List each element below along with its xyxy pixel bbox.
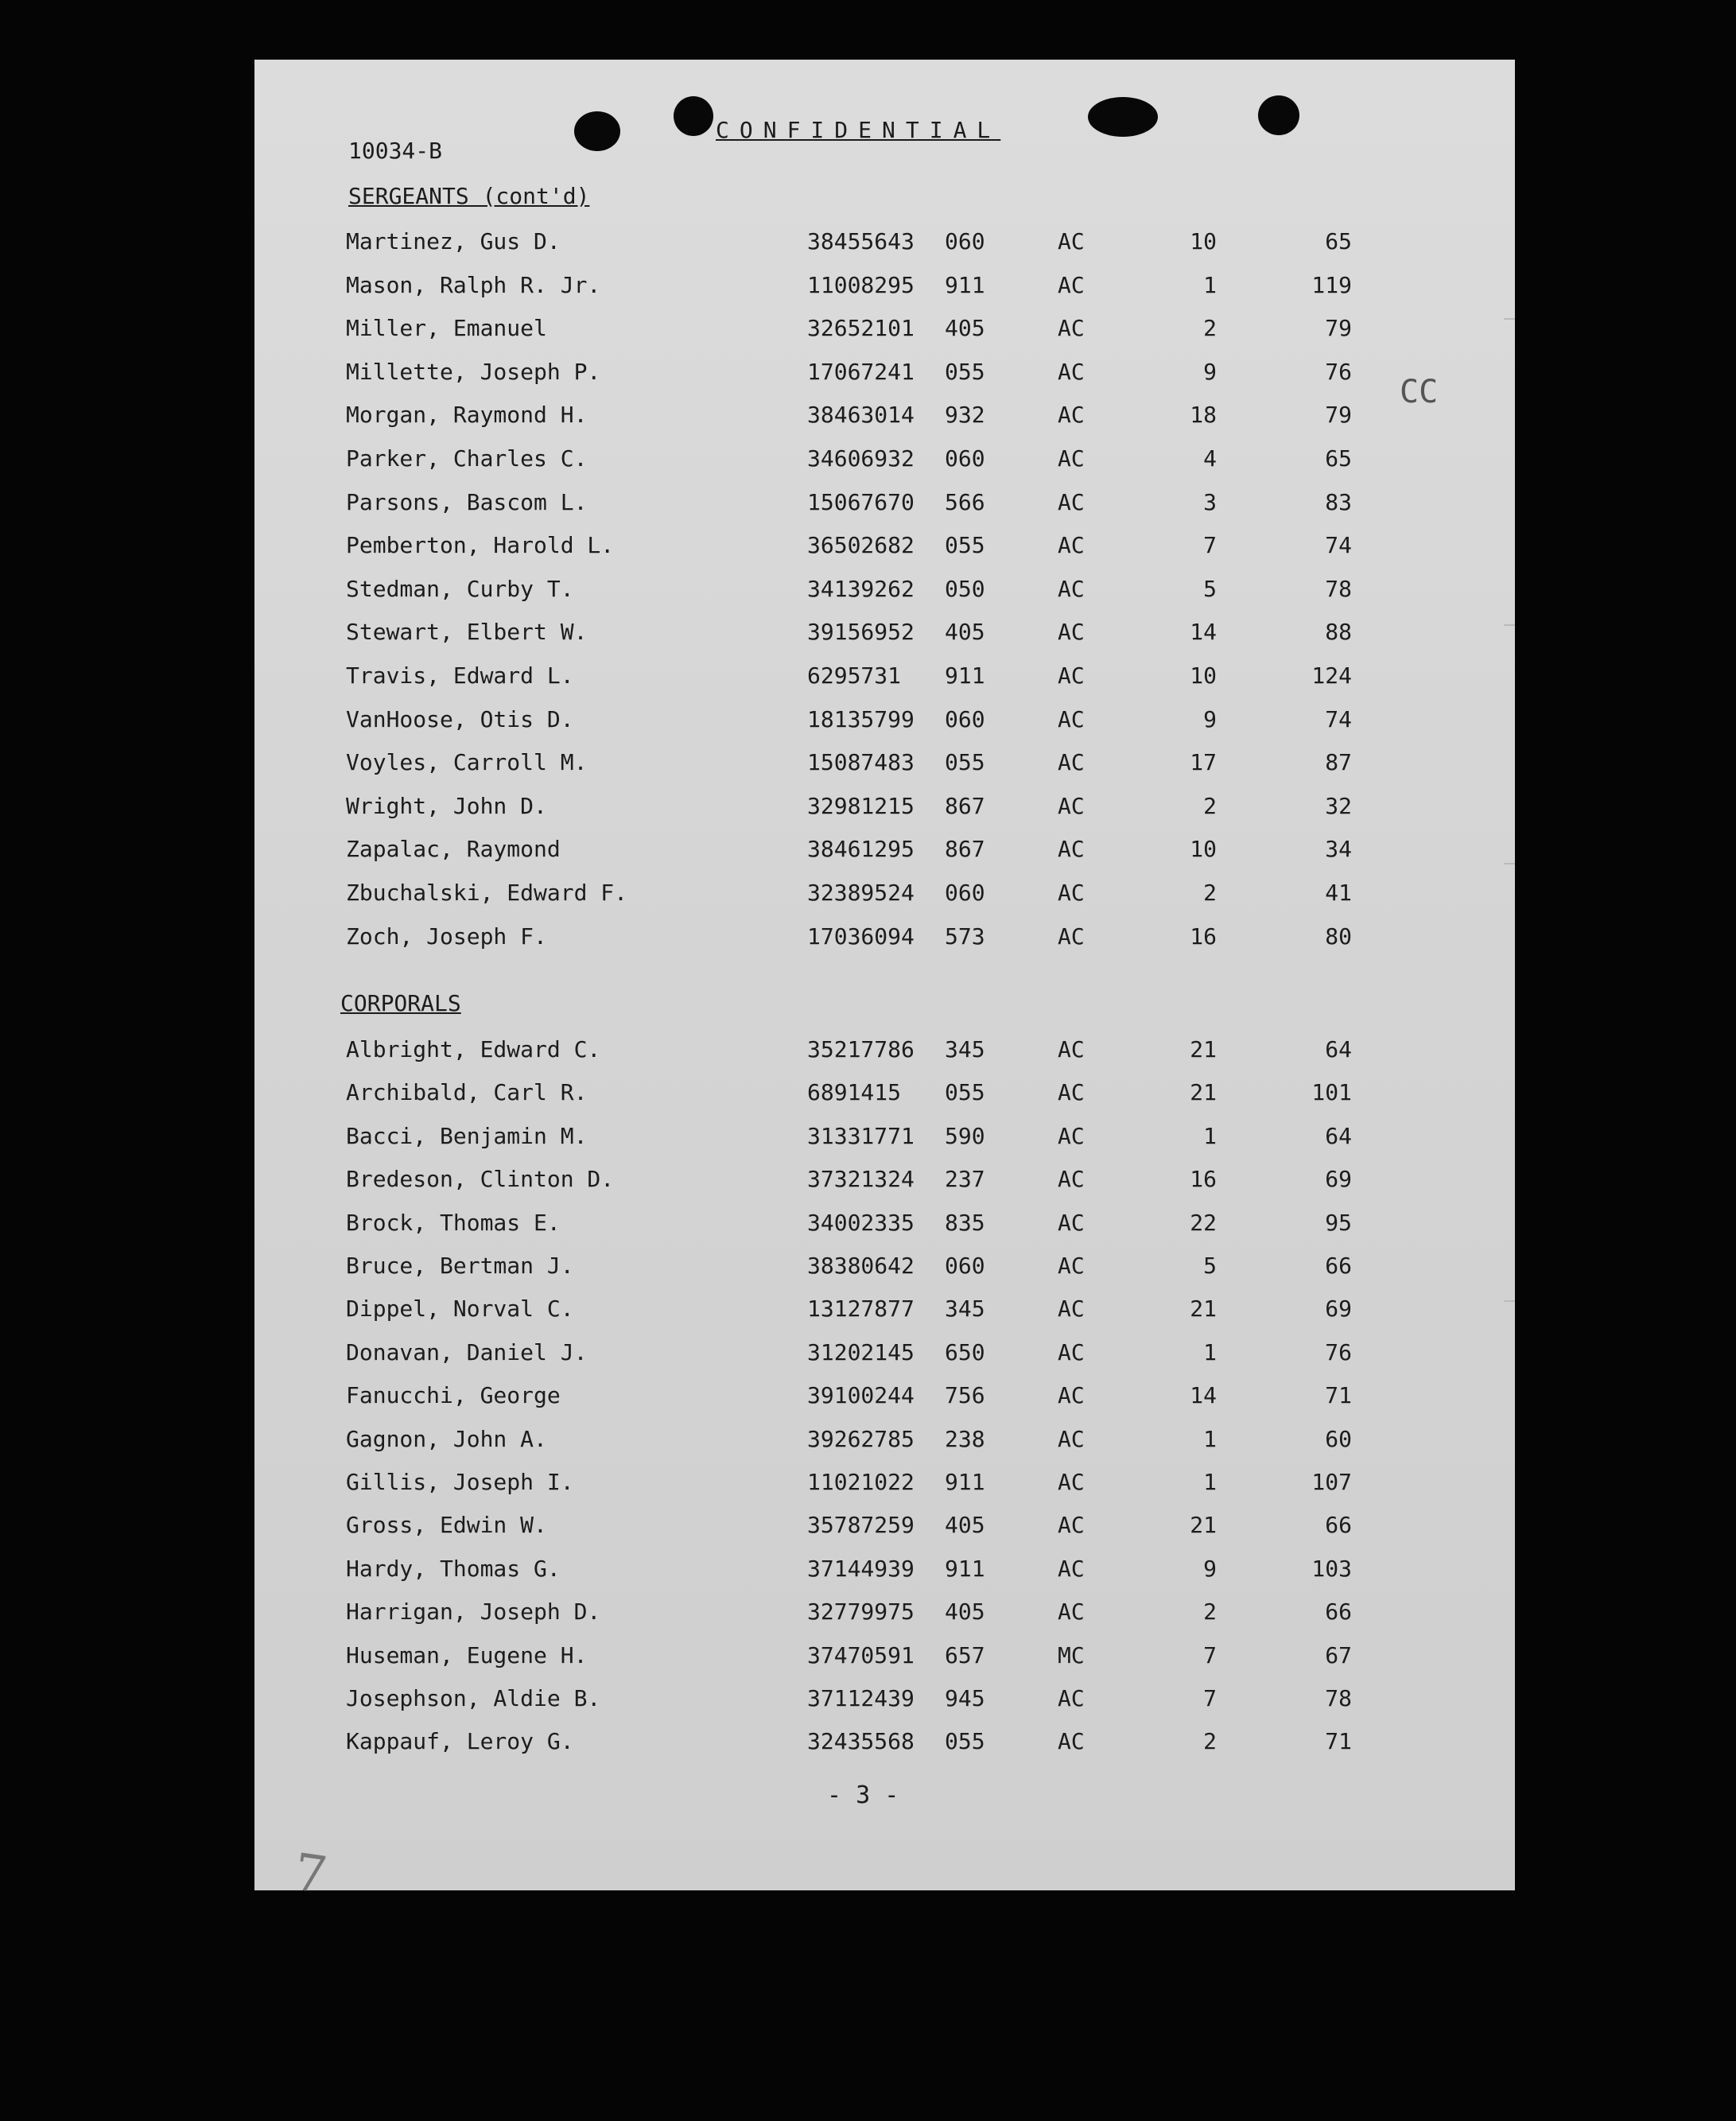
cell-n2: 69 — [1325, 1166, 1352, 1193]
cell-serial: 6891415 — [807, 1079, 902, 1106]
cell-branch: AC — [1058, 662, 1085, 689]
cell-n1: 1 — [1203, 1425, 1217, 1452]
cell-serial: 32981215 — [807, 792, 915, 819]
cell-code: 911 — [945, 1469, 985, 1495]
cell-name: Mason, Ralph R. Jr. — [346, 271, 601, 298]
cell-name: Morgan, Raymond H. — [346, 402, 588, 429]
cell-name: Donavan, Daniel J. — [346, 1338, 588, 1365]
cell-serial: 38455643 — [807, 228, 915, 254]
cell-code: 055 — [945, 532, 985, 559]
cell-name: Parker, Charles C. — [346, 445, 588, 472]
cell-name: Pemberton, Harold L. — [346, 532, 615, 559]
cell-branch: AC — [1058, 792, 1085, 819]
cell-code: 405 — [945, 619, 985, 646]
cell-name: Gross, Edwin W. — [346, 1512, 547, 1539]
cell-branch: AC — [1058, 1338, 1085, 1365]
cell-code: 911 — [945, 662, 985, 689]
cell-n1: 10 — [1190, 662, 1217, 689]
cell-n1: 21 — [1190, 1296, 1217, 1323]
cell-n1: 2 — [1203, 1728, 1217, 1755]
roster-row — [254, 1382, 1515, 1414]
cell-n2: 78 — [1325, 1685, 1352, 1711]
cell-n2: 60 — [1325, 1425, 1352, 1452]
cell-branch: AC — [1058, 1555, 1085, 1582]
cell-code: 867 — [945, 792, 985, 819]
cell-name: Zoch, Joseph F. — [346, 923, 547, 950]
cell-n2: 65 — [1325, 445, 1352, 472]
cell-branch: AC — [1058, 575, 1085, 602]
cell-name: Stedman, Curby T. — [346, 575, 574, 602]
cell-n1: 9 — [1203, 705, 1217, 732]
cell-code: 060 — [945, 228, 985, 254]
roster-row — [254, 1599, 1515, 1630]
cell-n2: 76 — [1325, 358, 1352, 385]
cell-n1: 10 — [1190, 228, 1217, 254]
cell-n2: 71 — [1325, 1382, 1352, 1409]
cell-branch: AC — [1058, 402, 1085, 429]
cell-n2: 66 — [1325, 1253, 1352, 1279]
cell-code: 405 — [945, 1512, 985, 1539]
cell-n2: 124 — [1311, 662, 1352, 689]
roster-row — [254, 1685, 1515, 1717]
cell-n2: 66 — [1325, 1512, 1352, 1539]
cell-serial: 34139262 — [807, 575, 915, 602]
cell-code: 932 — [945, 402, 985, 429]
cell-name: VanHoose, Otis D. — [346, 705, 574, 732]
cell-n1: 2 — [1203, 1599, 1217, 1626]
roster-row — [254, 1339, 1515, 1371]
cell-code: 911 — [945, 271, 985, 298]
roster-row — [254, 1210, 1515, 1241]
cell-branch: AC — [1058, 445, 1085, 472]
cell-code: 657 — [945, 1641, 985, 1668]
cell-code: 566 — [945, 488, 985, 515]
cell-n1: 18 — [1190, 402, 1217, 429]
cell-n1: 9 — [1203, 358, 1217, 385]
cell-branch: AC — [1058, 532, 1085, 559]
cell-name: Wright, John D. — [346, 792, 547, 819]
cell-serial: 32779975 — [807, 1599, 915, 1626]
cell-serial: 34002335 — [807, 1209, 915, 1236]
punch-hole-center-right — [1088, 97, 1158, 137]
cell-branch: AC — [1058, 1382, 1085, 1409]
handwritten-mark: 7 — [290, 1843, 331, 1906]
cell-name: Dippel, Norval C. — [346, 1296, 574, 1323]
cell-branch: AC — [1058, 1728, 1085, 1755]
cell-n1: 21 — [1190, 1512, 1217, 1539]
cell-n2: 71 — [1325, 1728, 1352, 1755]
roster-row — [254, 836, 1515, 868]
cell-n2: 66 — [1325, 1599, 1352, 1626]
cell-n2: 95 — [1325, 1209, 1352, 1236]
roster-row — [254, 576, 1515, 608]
cell-n2: 74 — [1325, 532, 1352, 559]
roster-row — [254, 1253, 1515, 1284]
roster-row — [254, 749, 1515, 781]
cell-n1: 22 — [1190, 1209, 1217, 1236]
cell-serial: 15087483 — [807, 749, 915, 776]
cell-serial: 11008295 — [807, 271, 915, 298]
cell-serial: 32435568 — [807, 1728, 915, 1755]
cell-branch: AC — [1058, 358, 1085, 385]
cell-code: 405 — [945, 315, 985, 342]
roster-row — [254, 1426, 1515, 1458]
cell-serial: 39156952 — [807, 619, 915, 646]
cell-serial: 17067241 — [807, 358, 915, 385]
roster-row — [254, 489, 1515, 521]
cell-n1: 7 — [1203, 1641, 1217, 1668]
cell-serial: 37112439 — [807, 1685, 915, 1711]
document-id: 10034-B — [348, 138, 443, 164]
cell-branch: AC — [1058, 705, 1085, 732]
cell-name: Gagnon, John A. — [346, 1425, 547, 1452]
cell-name: Harrigan, Joseph D. — [346, 1599, 601, 1626]
roster-row — [254, 923, 1515, 955]
cell-name: Zbuchalski, Edward F. — [346, 880, 628, 906]
cell-n2: 32 — [1325, 792, 1352, 819]
cell-n1: 2 — [1203, 880, 1217, 906]
cell-serial: 37144939 — [807, 1555, 915, 1582]
roster-row — [254, 1642, 1515, 1674]
cell-serial: 13127877 — [807, 1296, 915, 1323]
cell-n2: 103 — [1311, 1555, 1352, 1582]
roster-row — [254, 315, 1515, 347]
cell-code: 055 — [945, 1728, 985, 1755]
cell-name: Kappauf, Leroy G. — [346, 1728, 574, 1755]
cell-n1: 5 — [1203, 1253, 1217, 1279]
roster-row — [254, 1296, 1515, 1327]
cell-code: 055 — [945, 1079, 985, 1106]
cell-serial: 36502682 — [807, 532, 915, 559]
cell-branch: AC — [1058, 1122, 1085, 1149]
cell-serial: 39262785 — [807, 1425, 915, 1452]
cell-serial: 32652101 — [807, 315, 915, 342]
cell-n2: 41 — [1325, 880, 1352, 906]
roster-row — [254, 1728, 1515, 1760]
cell-serial: 39100244 — [807, 1382, 915, 1409]
cell-branch: AC — [1058, 749, 1085, 776]
cell-branch: AC — [1058, 228, 1085, 254]
cell-serial: 35217786 — [807, 1036, 915, 1062]
cell-n2: 67 — [1325, 1641, 1352, 1668]
cell-code: 345 — [945, 1036, 985, 1062]
cell-serial: 32389524 — [807, 880, 915, 906]
roster-row — [254, 1556, 1515, 1587]
cell-name: Voyles, Carroll M. — [346, 749, 588, 776]
cell-code: 650 — [945, 1338, 985, 1365]
cell-n1: 1 — [1203, 1469, 1217, 1495]
cell-branch: AC — [1058, 1079, 1085, 1106]
cell-n2: 74 — [1325, 705, 1352, 732]
cell-n2: 65 — [1325, 228, 1352, 254]
cell-code: 573 — [945, 923, 985, 950]
roster-row — [254, 359, 1515, 390]
cell-code: 237 — [945, 1166, 985, 1193]
roster-row — [254, 1166, 1515, 1198]
section-heading-sergeants: SERGEANTS (cont'd) — [348, 183, 590, 209]
cell-name: Martinez, Gus D. — [346, 228, 561, 254]
cell-name: Brock, Thomas E. — [346, 1209, 561, 1236]
cell-code: 590 — [945, 1122, 985, 1149]
cell-code: 055 — [945, 358, 985, 385]
roster-row — [254, 1079, 1515, 1111]
cell-n2: 101 — [1311, 1079, 1352, 1106]
cell-branch: AC — [1058, 1296, 1085, 1323]
roster-row — [254, 445, 1515, 477]
cell-n1: 16 — [1190, 1166, 1217, 1193]
cell-code: 756 — [945, 1382, 985, 1409]
cell-n1: 7 — [1203, 1685, 1217, 1711]
cell-branch: AC — [1058, 923, 1085, 950]
cell-name: Gillis, Joseph I. — [346, 1469, 574, 1495]
cell-serial: 18135799 — [807, 705, 915, 732]
margin-mark: CC — [1400, 374, 1439, 410]
cell-n1: 2 — [1203, 792, 1217, 819]
cell-code: 060 — [945, 880, 985, 906]
cell-serial: 6295731 — [807, 662, 902, 689]
cell-code: 835 — [945, 1209, 985, 1236]
punch-hole-center-left — [674, 96, 713, 136]
cell-n2: 76 — [1325, 1338, 1352, 1365]
cell-name: Hardy, Thomas G. — [346, 1555, 561, 1582]
cell-n1: 14 — [1190, 1382, 1217, 1409]
cell-code: 867 — [945, 836, 985, 863]
cell-n1: 4 — [1203, 445, 1217, 472]
cell-n2: 119 — [1311, 271, 1352, 298]
cell-n1: 14 — [1190, 619, 1217, 646]
cell-serial: 17036094 — [807, 923, 915, 950]
cell-n1: 7 — [1203, 532, 1217, 559]
cell-n1: 1 — [1203, 1338, 1217, 1365]
cell-name: Millette, Joseph P. — [346, 358, 601, 385]
classification-header: CONFIDENTIAL — [716, 117, 1001, 143]
cell-name: Parsons, Bascom L. — [346, 488, 588, 515]
cell-n1: 9 — [1203, 1555, 1217, 1582]
cell-branch: AC — [1058, 315, 1085, 342]
cell-name: Fanucchi, George — [346, 1382, 561, 1409]
cell-branch: AC — [1058, 880, 1085, 906]
roster-row — [254, 619, 1515, 651]
roster-row — [254, 228, 1515, 260]
cell-n1: 5 — [1203, 575, 1217, 602]
cell-n1: 10 — [1190, 836, 1217, 863]
cell-name: Bruce, Bertman J. — [346, 1253, 574, 1279]
cell-branch: AC — [1058, 1425, 1085, 1452]
cell-name: Albright, Edward C. — [346, 1036, 601, 1062]
edge-tick — [1504, 863, 1515, 864]
cell-n2: 64 — [1325, 1122, 1352, 1149]
cell-code: 405 — [945, 1599, 985, 1626]
cell-n1: 1 — [1203, 271, 1217, 298]
cell-serial: 34606932 — [807, 445, 915, 472]
cell-serial: 31202145 — [807, 1338, 915, 1365]
cell-code: 060 — [945, 1253, 985, 1279]
cell-serial: 15067670 — [807, 488, 915, 515]
cell-branch: AC — [1058, 1469, 1085, 1495]
roster-row — [254, 1512, 1515, 1544]
roster-row — [254, 1123, 1515, 1155]
roster-row — [254, 532, 1515, 564]
document-page — [254, 60, 1515, 1906]
cell-branch: AC — [1058, 836, 1085, 863]
cell-serial: 38463014 — [807, 402, 915, 429]
cell-n2: 34 — [1325, 836, 1352, 863]
cell-name: Bacci, Benjamin M. — [346, 1122, 588, 1149]
cell-n2: 107 — [1311, 1469, 1352, 1495]
edge-tick — [1504, 624, 1515, 626]
cell-code: 911 — [945, 1555, 985, 1582]
cell-name: Josephson, Aldie B. — [346, 1685, 601, 1711]
cell-n1: 3 — [1203, 488, 1217, 515]
cell-name: Miller, Emanuel — [346, 315, 547, 342]
roster-row — [254, 272, 1515, 304]
cell-code: 238 — [945, 1425, 985, 1452]
roster-row — [254, 402, 1515, 433]
cell-n1: 1 — [1203, 1122, 1217, 1149]
cell-branch: AC — [1058, 619, 1085, 646]
punch-hole-right — [1258, 95, 1299, 135]
edge-tick — [1504, 1300, 1515, 1302]
cell-code: 060 — [945, 705, 985, 732]
cell-branch: AC — [1058, 1512, 1085, 1539]
cell-n2: 80 — [1325, 923, 1352, 950]
cell-branch: AC — [1058, 1166, 1085, 1193]
cell-serial: 38380642 — [807, 1253, 915, 1279]
cell-n1: 16 — [1190, 923, 1217, 950]
cell-branch: MC — [1058, 1641, 1085, 1668]
cell-name: Huseman, Eugene H. — [346, 1641, 588, 1668]
cell-branch: AC — [1058, 1685, 1085, 1711]
cell-serial: 11021022 — [807, 1469, 915, 1495]
punch-hole-left — [574, 111, 620, 151]
cell-n2: 83 — [1325, 488, 1352, 515]
cell-code: 055 — [945, 749, 985, 776]
edge-tick — [1504, 318, 1515, 320]
cell-branch: AC — [1058, 1209, 1085, 1236]
cell-branch: AC — [1058, 1253, 1085, 1279]
cell-name: Zapalac, Raymond — [346, 836, 561, 863]
cell-name: Travis, Edward L. — [346, 662, 574, 689]
cell-name: Archibald, Carl R. — [346, 1079, 588, 1106]
roster-row — [254, 662, 1515, 694]
cell-branch: AC — [1058, 1036, 1085, 1062]
cell-serial: 31331771 — [807, 1122, 915, 1149]
cell-n2: 87 — [1325, 749, 1352, 776]
cell-n2: 79 — [1325, 402, 1352, 429]
cell-n1: 2 — [1203, 315, 1217, 342]
cell-n1: 21 — [1190, 1079, 1217, 1106]
cell-serial: 38461295 — [807, 836, 915, 863]
cell-n2: 64 — [1325, 1036, 1352, 1062]
cell-n1: 17 — [1190, 749, 1217, 776]
cell-branch: AC — [1058, 488, 1085, 515]
cell-code: 945 — [945, 1685, 985, 1711]
cell-code: 060 — [945, 445, 985, 472]
cell-n2: 79 — [1325, 315, 1352, 342]
roster-row — [254, 793, 1515, 825]
cell-code: 345 — [945, 1296, 985, 1323]
cell-code: 050 — [945, 575, 985, 602]
cell-branch: AC — [1058, 1599, 1085, 1626]
roster-row — [254, 880, 1515, 911]
cell-name: Bredeson, Clinton D. — [346, 1166, 615, 1193]
cell-serial: 37470591 — [807, 1641, 915, 1668]
roster-row — [254, 706, 1515, 738]
cell-serial: 37321324 — [807, 1166, 915, 1193]
roster-row — [254, 1036, 1515, 1068]
cell-n2: 88 — [1325, 619, 1352, 646]
section-heading-corporals: CORPORALS — [340, 990, 461, 1016]
cell-n2: 78 — [1325, 575, 1352, 602]
cell-serial: 35787259 — [807, 1512, 915, 1539]
cell-n1: 21 — [1190, 1036, 1217, 1062]
roster-row — [254, 1469, 1515, 1501]
cell-branch: AC — [1058, 271, 1085, 298]
cell-name: Stewart, Elbert W. — [346, 619, 588, 646]
page-number: - 3 - — [827, 1781, 899, 1809]
cell-n2: 69 — [1325, 1296, 1352, 1323]
